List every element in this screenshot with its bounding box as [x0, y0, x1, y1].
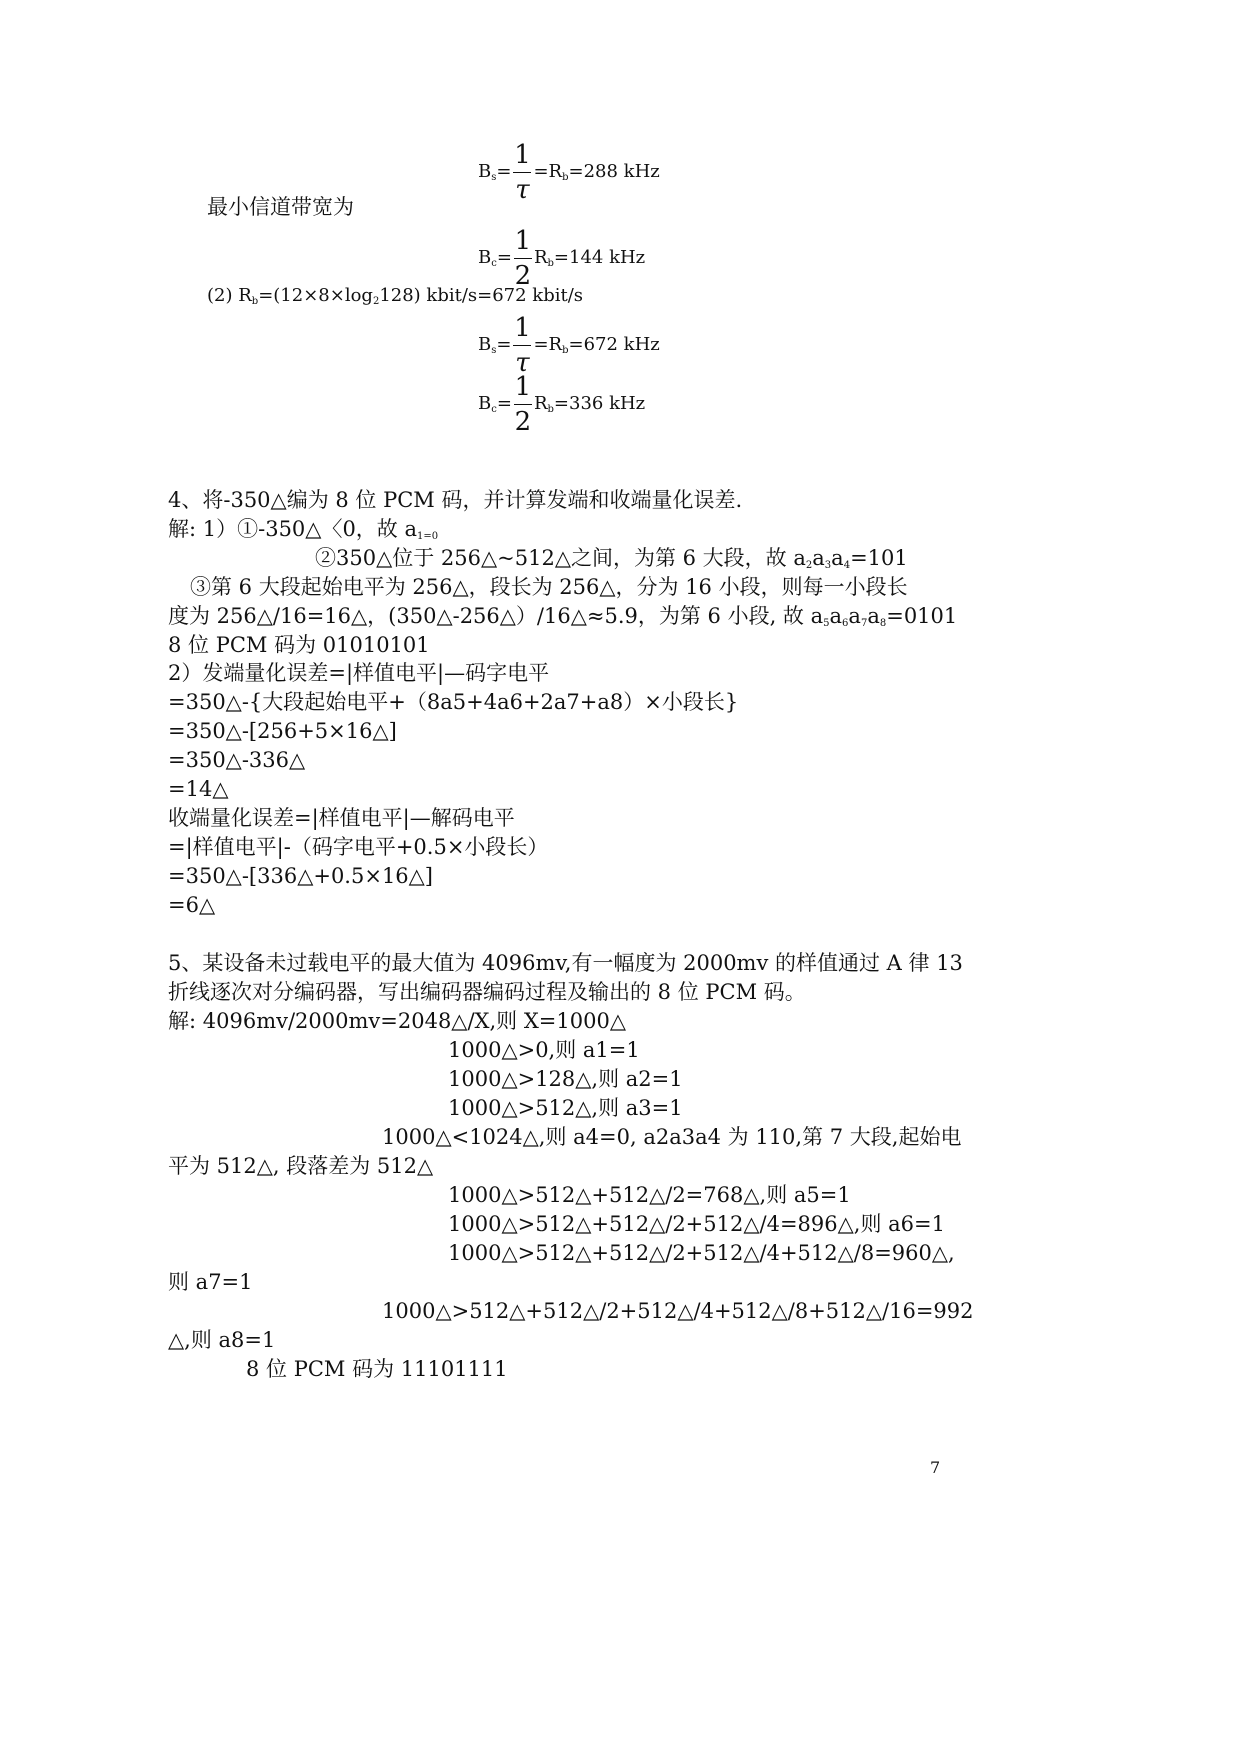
eq1-lhs: $B_s=$	[478, 160, 512, 183]
q5-title-line-1: 5、某设备未过载电平的最大值为 4096mv,有一幅度为 2000mv 的样值通过 A 律 13	[168, 951, 963, 975]
q4-line-10: =14△	[168, 777, 229, 801]
q4-line-6: 2）发端量化误差=|样值电平|—码字电平	[168, 661, 550, 685]
eq4-fraction: $\frac{1}{2}$	[514, 372, 532, 437]
q4-line-8: =350△-[256+5×16△]	[168, 719, 397, 743]
q4-line-14: =6△	[168, 893, 216, 917]
eq2-rhs: $R_b=144$ kHz	[533, 246, 646, 269]
q5-line-3: 1000△>128△,则 a2=1	[448, 1067, 683, 1091]
q4-line-12: =|样值电平|-（码字电平+0.5×小段长）	[168, 835, 549, 859]
q5-line-9: 1000△>512△+512△/2+512△/4+512△/8=960△,	[448, 1241, 955, 1265]
eq3-rhs: $=R_b=672$ kHz	[533, 333, 660, 356]
eq1-fraction: $\frac{1}{\tau}$	[514, 140, 531, 205]
q5-line-1: 解: 4096mv/2000mv=2048△/X,则 X=1000△	[168, 1009, 626, 1033]
q5-line-7: 1000△>512△+512△/2=768△,则 a5=1	[448, 1183, 851, 1207]
equation-bc-144	[478, 226, 645, 291]
q4-line-13: =350△-[336△+0.5×16△]	[168, 864, 434, 888]
eq4-lhs: $B_c=$	[478, 392, 512, 415]
q4-line-5: 8 位 PCM 码为 01010101	[168, 633, 430, 657]
q5-line-8: 1000△>512△+512△/2+512△/4=896△,则 a6=1	[448, 1212, 945, 1236]
eq4-rhs: $R_b=336$ kHz	[533, 392, 646, 415]
q5-line-12: △,则 a8=1	[168, 1328, 276, 1352]
q5-line-6: 平为 512△, 段落差为 512△	[168, 1154, 434, 1178]
equation-bc-336	[478, 372, 645, 437]
q5-line-10: 则 a7=1	[168, 1270, 253, 1294]
q4-line-2: ②350△位于 256△~512△之间，为第 6 大段，故 $a_2a_3a_4=101$	[315, 546, 908, 571]
eq3-fraction: $\frac{1}{\tau}$	[514, 313, 531, 378]
q5-line-5: 1000△<1024△,则 a4=0, a2a3a4 为 110,第 7 大段,起始电	[382, 1125, 962, 1149]
q4-line-1: 解: 1）①-350△〈0，故 $a_{1=0}$	[168, 517, 439, 542]
q5-line-4: 1000△>512△,则 a3=1	[448, 1096, 683, 1120]
line-part-2: (2) $R_b=(12\times 8\times\log_2128)$ kbit/s=672 kbit/s	[207, 285, 584, 307]
equation-bs-672	[478, 313, 660, 378]
q4-line-11: 收端量化误差=|样值电平|—解码电平	[168, 806, 515, 830]
eq1-rhs: $=R_b=288$ kHz	[533, 160, 660, 183]
q4-line-4: 度为 256△/16=16△，(350△-256△）/16△≈5.9，为第 6 小段, 故 $a_5a_6a_7a_8=0101$	[168, 604, 958, 629]
eq3-lhs: $B_s=$	[478, 333, 512, 356]
q5-title-line-2: 折线逐次对分编码器，写出编码器编码过程及输出的 8 位 PCM 码。	[168, 980, 806, 1004]
eq2-lhs: $B_c=$	[478, 246, 512, 269]
eq2-fraction: $\frac{1}{2}$	[514, 226, 532, 291]
q5-line-2: 1000△>0,则 a1=1	[448, 1038, 640, 1062]
q5-line-13: 8 位 PCM 码为 11101111	[246, 1357, 508, 1381]
equation-bs-288	[478, 140, 660, 205]
q4-line-7: =350△-{大段起始电平+（8a5+4a6+2a7+a8）×小段长}	[168, 690, 739, 714]
page-number: 7	[930, 1458, 941, 1477]
q4-line-3: ③第 6 大段起始电平为 256△，段长为 256△，分为 16 小段，则每一小段长	[190, 575, 908, 599]
q4-title: 4、将-350△编为 8 位 PCM 码，并计算发端和收端量化误差.	[168, 488, 743, 512]
min-bandwidth-label: 最小信道带宽为	[207, 195, 354, 219]
q4-line-9: =350△-336△	[168, 748, 306, 772]
q5-line-11: 1000△>512△+512△/2+512△/4+512△/8+512△/16=992	[382, 1299, 974, 1323]
